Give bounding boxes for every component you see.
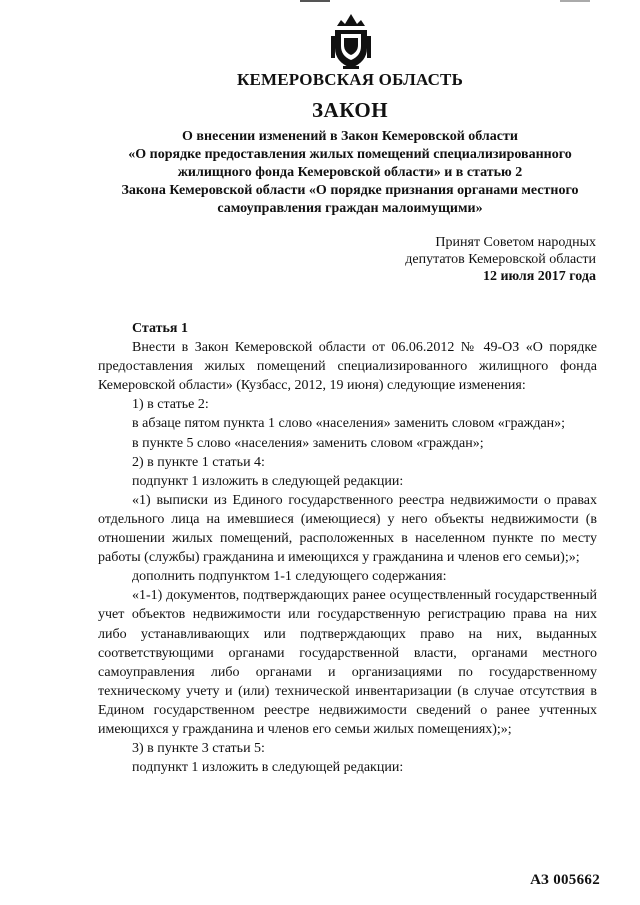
scan-mark	[300, 0, 330, 2]
region-title: КЕМЕРОВСКАЯ ОБЛАСТЬ	[236, 70, 464, 89]
adoption-block	[405, 234, 596, 285]
article-paragraph: 1) в статье 2:	[132, 397, 209, 413]
article-paragraph: в пункте 5 слово «населения» заменить словом «граждан»;	[132, 435, 484, 451]
article-paragraph: 3) в пункте 3 статьи 5:	[132, 741, 265, 757]
form-serial-number: АЗ 005662	[530, 872, 600, 888]
adoption-line: Принят Советом народных	[435, 235, 596, 250]
adoption-date: 12 июля 2017 года	[482, 269, 596, 284]
coat-of-arms-icon	[329, 12, 373, 70]
law-subject	[80, 128, 620, 218]
article-paragraph: подпункт 1 изложить в следующей редакции:	[132, 473, 404, 489]
article-paragraph: дополнить подпунктом 1-1 следующего содержания:	[132, 569, 447, 585]
document-type-title: ЗАКОН	[311, 98, 389, 122]
article-paragraph: в абзаце пятом пункта 1 слово «населения» заменить словом «граждан»;	[132, 416, 566, 432]
subject-line: «О порядке предоставления жилых помещений специализированного	[128, 147, 572, 162]
article-paragraph: подпункт 1 изложить в следующей редакции:	[132, 760, 404, 776]
article-paragraph: Внести в Закон Кемеровской области от 06.06.2012 № 49-ОЗ «О порядке предоставления жилых помещений специализированного жилищного фонда Кемеровской области» (Кузбасс, 2012, 19 июня) следующие изменения:	[98, 340, 597, 394]
article-paragraph: «1-1) документов, подтверждающих ранее осуществленный государственный учет объектов недвижимости или государственную регистрацию права на них либо устанавливающих или подтверждающих право на них, выданных соответствующими органами государственной власти, органами местного самоуправления либо органами и организациями по государственному техническому учету и (или) технической инвентаризации (в случае отсутствия в Едином государственном реестре недвижимости сведений о ранее учтенных имеющихся у гражданина и членов его семьи жилых помещениях);»;	[98, 588, 597, 737]
article-body	[98, 319, 597, 777]
scan-mark-right	[560, 0, 590, 2]
subject-line: О внесении изменений в Закон Кемеровской области	[182, 129, 518, 144]
article-heading: Статья 1	[132, 321, 188, 336]
adoption-line: депутатов Кемеровской области	[405, 252, 596, 267]
article-paragraph: «1) выписки из Единого государственного реестра недвижимости о правах отдельного лица на имевшиеся (имеющиеся) у него объекты недвижимости (в отношении жилых помещений, расположенных в населенном пункте по месту работы (службы) гражданина и имеющихся у гражданина и членов его семьи);»;	[98, 492, 597, 566]
subject-line: жилищного фонда Кемеровской области» и в статью 2	[177, 165, 523, 180]
article-paragraph: 2) в пункте 1 статьи 4:	[132, 454, 265, 470]
subject-line: самоуправления граждан малоимущими»	[217, 201, 483, 216]
subject-line: Закона Кемеровской области «О порядке признания органами местного	[121, 183, 579, 198]
